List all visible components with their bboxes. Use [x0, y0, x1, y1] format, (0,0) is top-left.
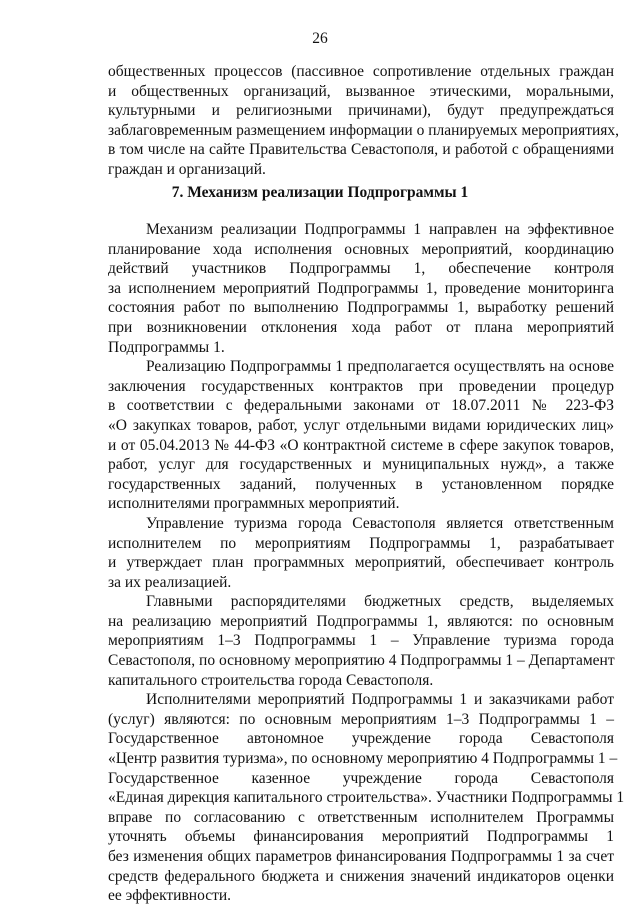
text-line: культурными и религиозными причинами), будут предупреждаться [108, 102, 614, 120]
paragraph-continuation [108, 62, 620, 180]
text-line: Государственное казенное учреждение города Севастополя [108, 769, 614, 787]
text-line: за их реализацией. [108, 573, 232, 591]
text-line: Подпрограммы 1. [108, 338, 225, 356]
text-line: общественных процессов (пассивное сопротивление отдельных граждан [108, 63, 614, 80]
text-line: ее эффективности. [108, 887, 232, 905]
text-line: заблаговременным размещением информации о планируемых мероприятиях, [108, 121, 620, 139]
text-line: планирование хода исполнения основных мероприятий, координацию [108, 240, 614, 258]
paragraph [108, 357, 614, 514]
text-line: «О закупках товаров, работ, услуг отдельными видами юридических лиц» [108, 416, 614, 434]
text-line: Государственное автономное учреждение города Севастополя [108, 730, 614, 748]
paragraph-body [108, 220, 625, 906]
paragraph [108, 62, 620, 180]
text-line: «Центр развития туризма», по основному мероприятию 4 Подпрограммы 1 – [108, 750, 618, 768]
text-line: работ, услуг для государственных и муниципальных нужд», а также [108, 456, 614, 474]
paragraph [108, 690, 625, 906]
text-line: мероприятиям 1–3 Подпрограммы 1 – Управление туризма города [108, 632, 614, 650]
text-line: заключения государственных контрактов при проведении процедур [108, 377, 614, 395]
text-line: (услуг) являются: по основным мероприятиям 1–3 Подпрограммы 1 – [108, 710, 614, 728]
text-line: «Единая дирекция капитального строительства». Участники Подпрограммы 1 [108, 789, 625, 807]
text-line: исполнителями программных мероприятий. [108, 495, 400, 513]
text-line: в соответствии с федеральными законами от 18.07.2011 № 223-ФЗ [108, 397, 614, 415]
page-number: 26 [312, 30, 328, 47]
text-line: граждан и организаций. [108, 160, 266, 178]
section-heading: 7. Механизм реализации Подпрограммы 1 [171, 184, 469, 201]
text-line: капитального строительства города Севастополя. [108, 671, 434, 689]
text-line: на реализацию мероприятий Подпрограммы 1, являются: по основным [108, 612, 614, 630]
text-line: состояния работ по выполнению Подпрограммы 1, выработку решений [108, 299, 614, 317]
text-line: Управление туризма города Севастополя является ответственным [146, 514, 614, 532]
text-line: в том числе на сайте Правительства Севастополя, и работой с обращениями [108, 141, 614, 159]
paragraph [108, 592, 614, 690]
paragraph [108, 514, 614, 592]
text-line: за исполнением мероприятий Подпрограммы 1, проведение мониторинга [108, 279, 614, 297]
text-line: средств федерального бюджета и снижения значений индикаторов оценки [108, 867, 614, 885]
text-line: Реализацию Подпрограммы 1 предполагается осуществлять на основе [146, 358, 614, 376]
text-line: Механизм реализации Подпрограммы 1 направлен на эффективное [146, 221, 614, 238]
text-line: при возникновении отклонения хода работ от плана мероприятий [108, 318, 614, 336]
text-line: и общественных организаций, вызванное этическими, моральными, [108, 82, 614, 100]
text-line: Севастополя, по основному мероприятию 4 Подпрограммы 1 – Департамент [108, 652, 615, 670]
text-line: исполнителем по мероприятиям Подпрограммы 1, разрабатывает [108, 534, 614, 552]
text-line: действий участников Подпрограммы 1, обеспечение контроля [108, 260, 614, 278]
text-line: государственных заданий, полученных в установленном порядке [108, 475, 614, 493]
text-line: без изменения общих параметров финансирования Подпрограммы 1 за счет [108, 848, 614, 865]
paragraph [108, 220, 614, 357]
text-line: Исполнителями мероприятий Подпрограммы 1 и заказчиками работ [146, 691, 614, 709]
text-line: и утверждает план программных мероприятий, обеспечивает контроль [108, 554, 614, 572]
text-line: Главными распорядителями бюджетных средств, выделяемых [146, 593, 614, 611]
text-line: и от 05.04.2013 № 44-ФЗ «О контрактной системе в сфере закупок товаров, [108, 436, 614, 454]
text-line: уточнять объемы финансирования мероприятий Подпрограммы 1 [108, 828, 614, 846]
text-line: вправе по согласованию с ответственным исполнителем Программы [108, 808, 614, 826]
